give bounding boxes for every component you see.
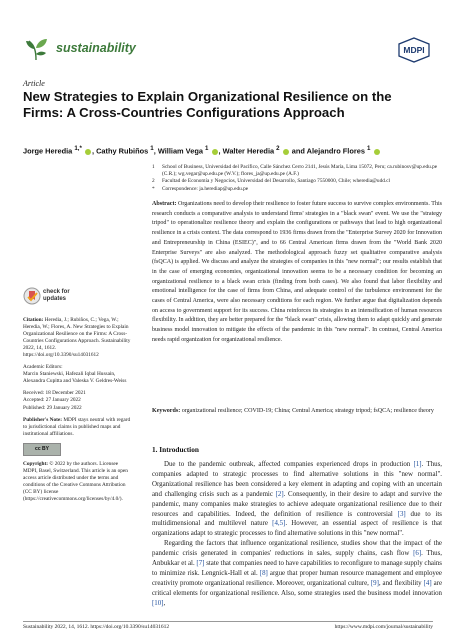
published-date: Published: 29 January 2022 <box>23 404 82 411</box>
citation-link[interactable]: [10] <box>152 599 164 607</box>
affiliation <box>152 186 442 193</box>
author-sup: 1 <box>205 145 209 152</box>
citation-link[interactable]: [8] <box>259 569 268 577</box>
abstract-label: Abstract: <box>152 201 177 207</box>
body-text-run: argue that proper human resource management and employee creativity promote organizational resilience. Moreover, organizational culture, <box>152 569 442 587</box>
sustainability-logo-icon <box>23 36 49 62</box>
author-sep: , <box>91 146 97 156</box>
author-name[interactable]: William Vega <box>157 146 203 156</box>
publisher-note-text: MDPI stays neutral with regard to jurisdictional claims in published maps and institutional affiliations. <box>23 416 131 437</box>
author-name[interactable]: Walter Heredia <box>222 146 275 156</box>
citation-link[interactable]: [2] <box>275 490 284 498</box>
author-sup: 1,* <box>74 145 82 152</box>
citation-link[interactable]: [3] <box>397 510 406 518</box>
keywords <box>152 407 442 417</box>
author-sep: and <box>289 146 307 156</box>
footer-journal-link[interactable]: https://www.mdpi.com/journal/sustainability <box>334 624 433 630</box>
citation-label: Citation: <box>23 317 44 323</box>
copyright-label: Copyright: <box>23 460 49 467</box>
body-text-run: Due to the pandemic outbreak, affected companies experienced drops in production <box>164 461 414 468</box>
editors-text: Marcin Staniewski, Hafezali Iqbal Hussain, Alexandra Cupitta and Valeska V. Geldres-Weiss <box>23 371 127 385</box>
check-updates-icon <box>23 287 41 305</box>
copyright-text: © 2022 by the authors. Licensee MDPI, Basel, Switzerland. This article is an open access article distributed under the terms and conditions of the Creative Commons Attribution (CC BY) license (https://creativecommons.org/licenses/by/4.0/). <box>23 460 128 502</box>
body-text-run: Regarding the factors that influence organizational resilience, studies show that the impact of the pandemic crisis generated in companies' reductions in sales, supply chains, cash flow <box>152 540 442 558</box>
body-text-run: . Consequently, in their desire to adapt and survive the pandemic, many companies make strategies to achieve adequate organizational resilience due to their resources and capabilities. Indeed, the definition of resilience is controversial <box>152 490 442 518</box>
body-text-run: . Thus, companies adapted to strategic processes to find alternative solutions in this "new normal". Organizational resilience has been considered a key element in adapting and coping with an uncertain and challenging crisis such as a pandemic <box>152 461 442 498</box>
citation-link[interactable]: [4,5] <box>272 520 286 528</box>
body-paragraph <box>152 539 442 608</box>
article-title: New Strategies to Explain Organizational Resilience on the Firms: A Cross-Countries Configurations Approach <box>23 89 392 120</box>
academic-editors <box>23 364 133 385</box>
body-text-run: , <box>163 599 166 607</box>
orcid-icon[interactable] <box>212 149 218 155</box>
affiliation-text: Facultad de Economía y Negocios, Universidad del Desarrollo, Santiago 7550000, Chile; wheredia@udd.cl <box>162 178 391 185</box>
copyright <box>23 461 133 503</box>
citation-link[interactable]: [1] <box>413 461 422 468</box>
dates <box>23 390 133 411</box>
author-list <box>23 145 443 155</box>
orcid-icon[interactable] <box>283 149 289 155</box>
abstract <box>152 200 442 346</box>
body-text-run: state that companies need to have capabilities to reconfigure to manage supply chains to minimize risk. Lengnick-Hall et al. <box>152 560 442 577</box>
affiliations <box>152 164 442 193</box>
section-heading: 1. Introduction <box>152 445 199 454</box>
publisher-note <box>23 417 133 438</box>
publisher-note-label: Publisher's Note: <box>23 416 62 423</box>
body-text-run: , and flexibility <box>378 579 424 587</box>
orcid-icon[interactable] <box>374 149 380 155</box>
check-updates-line2: updates <box>43 296 67 302</box>
affiliation-mark: 1 <box>152 164 155 170</box>
author-sep: , <box>218 146 223 156</box>
citation-link[interactable]: [6] <box>413 550 422 558</box>
author-sep: , <box>153 146 158 156</box>
article-type: Article <box>23 79 45 88</box>
body-paragraph <box>152 460 442 539</box>
author-sup: 1 <box>367 145 371 152</box>
keywords-text: organizational resilience; COVID-19; China; Central America; strategy tripod; fsQCA; resilience theory <box>181 408 434 414</box>
author-name[interactable]: Cathy Rubiños <box>96 146 149 156</box>
check-for-updates-button[interactable] <box>23 287 83 307</box>
affiliation-text: School of Business, Universidad del Pacífico, Calle Sánchez Cerro 2141, Jesús María, Lima 15072, Peru; ca.rubinosv@up.edu.pe (C.R.); wg.vegar@up.edu.pe (W.V.); flores_ja@up.edu.pe (A.F.) <box>162 164 438 178</box>
mdpi-logo-text: MDPI <box>403 45 425 55</box>
journal-name: sustainability <box>56 41 136 55</box>
author-name[interactable]: Jorge Heredia <box>23 146 73 156</box>
cc-by-license-icon[interactable]: cc BY <box>23 443 61 456</box>
mdpi-logo-icon[interactable] <box>396 37 432 63</box>
affiliation <box>152 164 442 178</box>
body-text <box>152 460 442 609</box>
author-sup: 1 <box>150 145 154 152</box>
citation <box>23 317 133 359</box>
body-text-run: . However, an essential aspect of resilience is that organizations adapt to strategic processes to find alternative solutions in this "new normal". <box>152 520 442 538</box>
article-sidebar <box>23 317 133 508</box>
affiliation-text: Correspondence: ja.herediap@up.edu.pe <box>162 185 249 192</box>
body-text-run: due to its multidimensional and multilevel nature <box>152 510 442 528</box>
affiliation-mark: 2 <box>152 178 155 185</box>
citation-text: Heredia, J.; Rubiños, C.; Vega, W.; Heredia, W.; Flores, A. New Strategies to Explain Organizational Resilience on the Firms: A Cross-Countries Configurations Approach. Sustainability 2022, 14, 1612. https://doi.org/10.3390/su14031612 <box>23 317 131 359</box>
check-updates-text <box>43 289 70 303</box>
citation-link[interactable]: [7] <box>196 560 205 568</box>
abstract-text: Organizations need to develop their resilience to foster future success to survive complex environments. This research conducts a comparative analysis to understand firms' strategies in a "black swan" event. We use the "strategy tripod" to operationalize resilience theory and explain the configurations or pathways that lead to high organizational resilience in a crisis context. The data correspond to 1936 firms drawn from the "Enterprise Survey 2020 for Innovation and Entrepreneurship in China (ESIEC)", and to 66 Central American firms drawn from the "World Bank 2020 Enterprise Surveys" are also analyzed. The methodological approach fuzzy set qualitative comparative analysis (fsQCA) is applied. We discuss and analyze the strategies of companies in this "new normal"; our results establish that in the case of emerging economies, organizational innovation seems to be a necessary condition for becoming an organizational resilience to a black swan crisis (finding from both cases). We also found that labor flexibility and emotional intelligence for the case of firms from China, and adequate control of the turbulence environment for the cases of Central America, were also necessary conditions for each region. We further argue that digitalization depends on access to government support for its success. China reinforces its strategies in an intensification of human resources flexibility. In addition, they are better prepared for the "black swan" crisis, allowing them to adapt quickly and generate business model innovation to mitigate the effects of the pandemic in this "new normal". In contrast, Central America needs rapid organization for organizational resilience. <box>152 201 442 343</box>
affiliation <box>152 178 442 185</box>
footer-divider <box>23 621 433 622</box>
footer-citation: Sustainability 2022, 14, 1612. https://doi.org/10.3390/su14031612 <box>23 624 170 630</box>
citation-link[interactable]: [4] <box>423 579 432 587</box>
orcid-icon[interactable] <box>85 149 91 155</box>
check-updates-line1: check for <box>43 289 70 295</box>
body-text-run: . Thus, Anbukkar et al. <box>152 550 443 568</box>
affiliation-mark: * <box>152 185 155 192</box>
accepted-date: Accepted: 27 January 2022 <box>23 397 81 404</box>
received-date: Received: 18 December 2021 <box>23 390 86 397</box>
author-name[interactable]: Alejandro Flores <box>306 146 365 156</box>
editors-label: Academic Editors: <box>23 364 63 371</box>
keywords-label: Keywords: <box>152 408 181 414</box>
author-sup: 2 <box>276 145 280 152</box>
body-text-run: are critical elements for organizational resilience. Also, some strategies used the business model innovation <box>152 579 443 597</box>
citation-link[interactable]: [9] <box>370 579 379 587</box>
